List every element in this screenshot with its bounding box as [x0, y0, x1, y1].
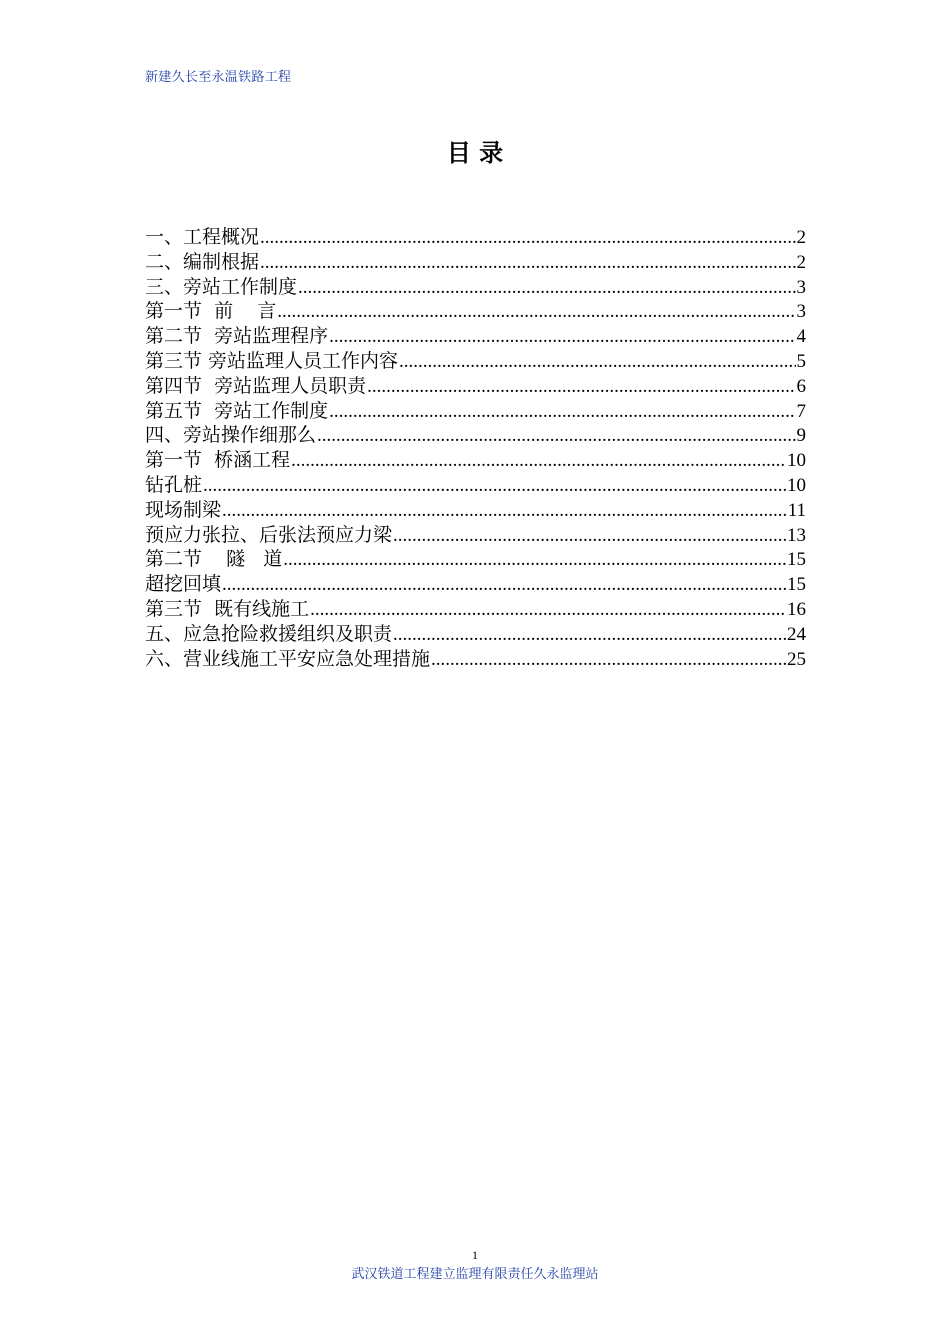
- toc-title: 目 录: [446, 138, 504, 167]
- toc-leader: [260, 226, 795, 250]
- toc-leader: [310, 598, 786, 622]
- page-header: 新建久长至永温铁路工程: [145, 70, 292, 85]
- toc-entry[interactable]: [145, 473, 806, 498]
- toc-entry-page: 16: [787, 598, 806, 620]
- toc-entry[interactable]: [145, 250, 806, 275]
- toc-leader: [298, 276, 795, 300]
- toc-entry-label: 第二节 隧 道: [145, 548, 283, 571]
- toc-leader: [260, 251, 795, 275]
- toc-entry-label: 第一节 前 言: [145, 300, 277, 323]
- toc-leader: [393, 524, 786, 548]
- toc-leader: [317, 424, 795, 448]
- toc-entry-label: 超挖回填: [145, 573, 222, 596]
- toc-leader: [329, 325, 795, 349]
- toc-entry-page: 3: [796, 276, 806, 298]
- toc-entry[interactable]: [145, 498, 806, 523]
- toc-entry-label: 第三节 既有线施工: [145, 597, 310, 620]
- toc-leader: [222, 573, 786, 597]
- toc-leader: [203, 474, 786, 498]
- toc-leader: [431, 648, 786, 672]
- table-of-contents: [145, 225, 806, 671]
- toc-entry-page: 7: [796, 400, 806, 422]
- toc-leader: [277, 300, 795, 324]
- toc-entry-label: 第三节 旁站监理人员工作内容: [145, 349, 399, 372]
- toc-entry-page: 9: [796, 425, 806, 447]
- toc-entry[interactable]: [145, 423, 806, 448]
- toc-entry[interactable]: [145, 399, 806, 424]
- page-footer: 武汉铁道工程建立监理有限责任久永监理站: [351, 1267, 599, 1282]
- toc-entry[interactable]: [145, 448, 806, 473]
- toc-leader: [367, 375, 795, 399]
- toc-entry-page: 13: [787, 524, 806, 546]
- toc-entry-label: 一、工程概况: [145, 226, 260, 248]
- toc-entry[interactable]: [145, 572, 806, 597]
- toc-entry[interactable]: [145, 324, 806, 349]
- toc-entry[interactable]: [145, 547, 806, 572]
- toc-entry[interactable]: [145, 597, 806, 622]
- toc-entry[interactable]: [145, 349, 806, 374]
- toc-entry-label: 预应力张拉、后张法预应力梁: [145, 523, 393, 546]
- page-number: 1: [472, 1248, 478, 1262]
- toc-entry-label: 第二节 旁站监理程序: [145, 325, 329, 348]
- toc-leader: [393, 623, 786, 647]
- toc-entry[interactable]: [145, 299, 806, 324]
- toc-leader: [399, 350, 795, 374]
- toc-leader: [291, 449, 786, 473]
- toc-entry-label: 六、营业线施工平安应急处理措施: [145, 647, 431, 670]
- toc-entry[interactable]: [145, 275, 806, 300]
- toc-entry-page: 10: [787, 474, 806, 496]
- toc-entry[interactable]: [145, 523, 806, 548]
- toc-entry-page: 2: [796, 251, 806, 273]
- toc-entry-label: 四、旁站操作细那么: [145, 424, 317, 447]
- toc-entry-page: 15: [787, 574, 806, 596]
- toc-entry-label: 五、应急抢险救援组织及职责: [145, 622, 393, 645]
- toc-leader: [283, 548, 786, 572]
- toc-entry[interactable]: [145, 647, 806, 672]
- toc-entry-page: 15: [787, 549, 806, 571]
- toc-entry-label: 第五节 旁站工作制度: [145, 399, 329, 422]
- toc-entry-page: 25: [787, 648, 806, 670]
- toc-entry-page: 4: [796, 326, 806, 348]
- toc-entry[interactable]: [145, 622, 806, 647]
- toc-entry-label: 现场制梁: [145, 498, 222, 521]
- toc-entry[interactable]: [145, 374, 806, 399]
- toc-entry-page: 3: [796, 301, 806, 323]
- toc-entry-label: 三、旁站工作制度: [145, 275, 298, 298]
- toc-entry-label: 钻孔桩: [145, 473, 203, 496]
- toc-entry-page: 6: [796, 375, 806, 397]
- toc-entry-page: 10: [787, 450, 806, 472]
- toc-leader: [222, 499, 787, 523]
- toc-entry-page: 24: [787, 623, 806, 645]
- toc-entry[interactable]: [145, 225, 806, 250]
- toc-entry-label: 二、编制根据: [145, 250, 260, 273]
- toc-entry-page: 5: [796, 350, 806, 372]
- toc-entry-label: 第四节 旁站监理人员职责: [145, 374, 367, 397]
- toc-entry-page: 2: [796, 227, 806, 248]
- toc-entry-page: 11: [787, 499, 806, 521]
- toc-entry-label: 第一节 桥涵工程: [145, 449, 291, 472]
- toc-leader: [329, 400, 795, 424]
